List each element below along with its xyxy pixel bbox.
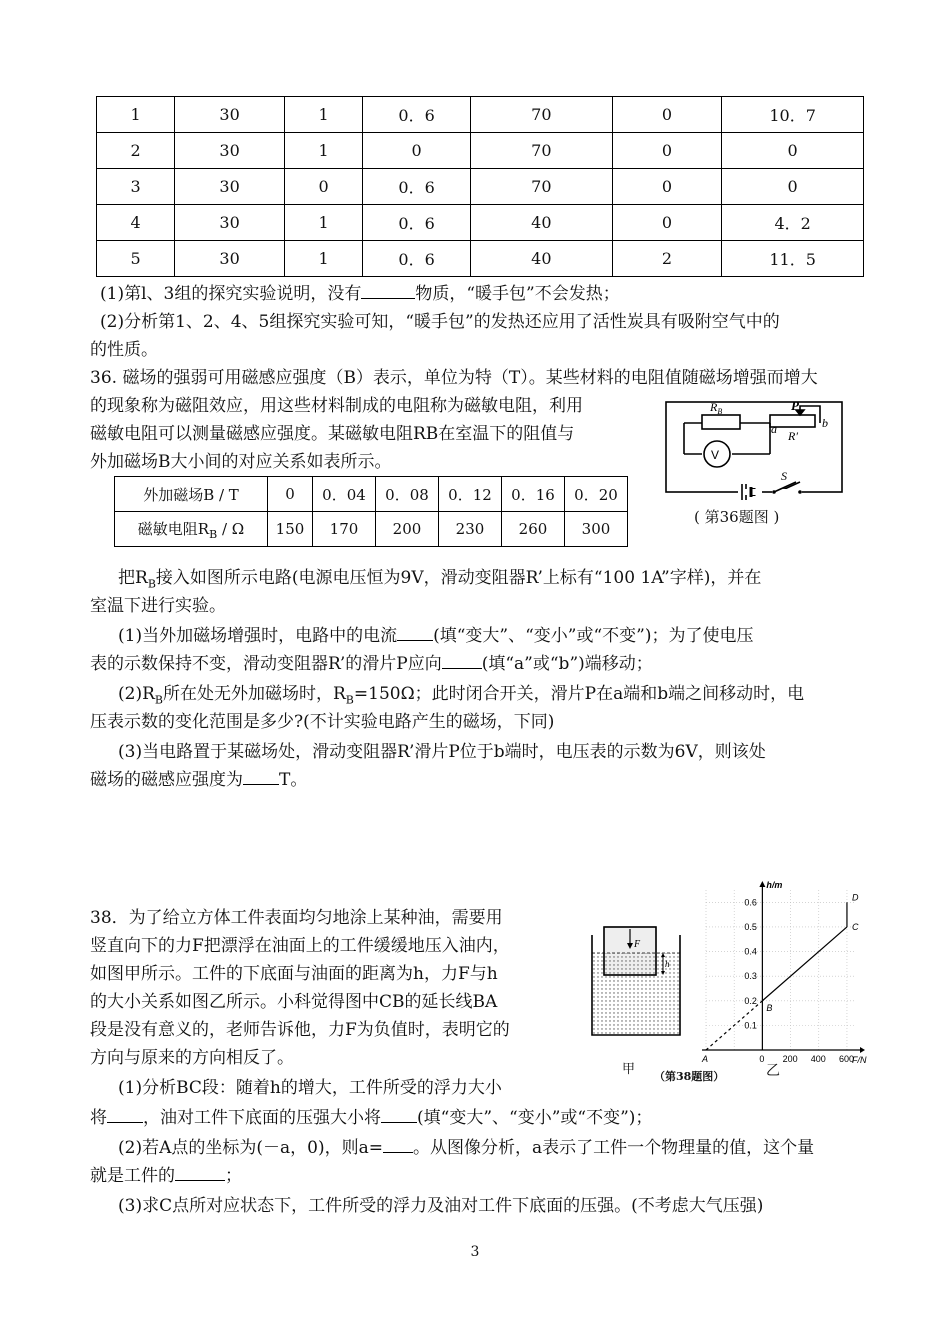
q35-part2-line2: 的性质。 (90, 340, 158, 360)
q36-intro-line2: 室温下进行实验。 (90, 596, 226, 616)
q36-line1: 36. 磁场的强弱可用磁感应强度（B）表示，单位为特（T）。某些材料的电阻值随磁场增强而增大 (90, 368, 818, 388)
table-cell: 1 (285, 241, 363, 277)
y-tick-label: 0.2 (744, 995, 757, 1006)
q36-intro-line1: 把$R_B$接入如图所示电路(电源电压恒为9V，滑动变阻器R’上标有“100 1A”字样)，并在 (118, 568, 762, 591)
q38-part2-line2: 就是工件的 ； (90, 1166, 242, 1186)
table-row (97, 169, 864, 205)
y-tick-label: 0.6 (744, 897, 757, 908)
beaker-figure (584, 915, 694, 1045)
page-number: 3 (470, 1244, 480, 1260)
table-cell: 3 (97, 169, 175, 205)
svg-text:a: a (771, 422, 777, 436)
magnetoresistor-table (114, 476, 628, 547)
point-a-label: A (702, 1054, 709, 1064)
q36-part3-line2: 磁场的磁感应强度为 T。 (90, 770, 308, 790)
q36-part1-line2: 表的示数保持不变，滑动变阻器R’的滑片P应向 (填“a”或“b”)端移动； (90, 654, 653, 674)
table-cell: 2 (612, 241, 722, 277)
table-cell: 70 (471, 97, 612, 133)
x-axis-label: F/N (852, 1055, 867, 1065)
q35-part1: (1)第l、3组的探究实验说明，没有 物质，“暖手包”不会发热； (100, 284, 620, 304)
table-cell: 0 (363, 133, 471, 169)
table-cell: 30 (175, 97, 285, 133)
y-axis-label: h/m (766, 880, 783, 890)
x-axis-arrow (860, 1047, 865, 1053)
force-label: F (634, 939, 641, 950)
table-cell: 4．2 (722, 205, 864, 241)
q38-part1-line2: 将 ，油对工件下底面的压强大小将 (填“变大”、“变小”或“不变”)； (90, 1108, 653, 1128)
table-cell: 70 (471, 133, 612, 169)
svg-text:P: P (791, 398, 799, 413)
q36-part3-line1: (3)当电路置于某磁场处，滑动变阻器R’滑片P位于b端时，电压表的示数为6V，则该处 (118, 742, 766, 762)
table-row (97, 205, 864, 241)
table-cell: 30 (175, 205, 285, 241)
table-cell: 150 (268, 512, 313, 547)
experiment-table (96, 96, 864, 277)
table-cell: 0 (612, 205, 722, 241)
point-c-label: C (851, 921, 859, 932)
point-d-label: D (851, 892, 859, 903)
table-header-b: 外加磁场B / T (115, 477, 268, 512)
q38-part1-line1: (1)分析BC段：随着h的增大，工件所受的浮力大小 (118, 1078, 502, 1098)
fig-yi-label: 乙 (766, 1063, 780, 1079)
table-cell: 70 (471, 169, 612, 205)
q36-line4: 外加磁场B大小间的对应关系如表所示。 (90, 452, 392, 472)
x-tick-label: 400 (810, 1054, 826, 1064)
table-cell: 5 (97, 241, 175, 277)
q38-part3: (3)求C点所对应状态下，工件所受的浮力及油对工件下底面的压强。(不考虑大气压强) (118, 1196, 764, 1216)
fig-jia-label: 甲 (622, 1062, 636, 1077)
table-cell: 1 (285, 97, 363, 133)
table-cell: 0．16 (502, 477, 565, 512)
y-tick-label: 0.3 (744, 971, 757, 982)
table-row (97, 133, 864, 169)
q38-line2: 竖直向下的力F把漂浮在油面上的工件缓缓地压入油内， (90, 936, 510, 956)
table-cell: 0．6 (363, 241, 471, 277)
table-cell: 30 (175, 241, 285, 277)
x-tick-label: 600 (838, 1054, 854, 1064)
table-cell: 0 (722, 133, 864, 169)
svg-text:V: V (711, 448, 720, 462)
q38-line3: 如图甲所示。工件的下底面与油面的距离为h，力F与h (90, 964, 498, 984)
table-row (97, 241, 864, 277)
table-cell: 2 (97, 133, 175, 169)
svg-text:RB: $R_B$ (710, 400, 723, 416)
q38-figure-caption: （第38题图） (654, 1070, 725, 1083)
q36-part1-line1: (1)当外加磁场增强时，电路中的电流 (填“变大”、“变小”或“不变”)；为了使电压 (118, 626, 754, 646)
table-cell: 10．7 (722, 97, 864, 133)
table-row (97, 97, 864, 133)
x-tick-label: 0 (759, 1054, 765, 1064)
table-cell: 0 (722, 169, 864, 205)
table-cell: 300 (565, 512, 628, 547)
q38-line1: 38．为了给立方体工件表面均匀地涂上某种油，需要用 (90, 908, 503, 928)
table-cell: 1 (285, 133, 363, 169)
y-axis-arrow (759, 881, 765, 887)
table-cell: 1 (285, 205, 363, 241)
table-cell: 4 (97, 205, 175, 241)
point-b-label: B (766, 1002, 773, 1013)
table-cell: 0．6 (363, 97, 471, 133)
q36-line3: 磁敏电阻可以测量磁感应强度。某磁敏电阻RB在室温下的阻值与 (90, 424, 575, 444)
table-cell: 0 (612, 133, 722, 169)
table-cell: 260 (502, 512, 565, 547)
svg-text:b: b (822, 416, 828, 430)
table-cell: 0 (285, 169, 363, 205)
table-cell: 30 (175, 169, 285, 205)
table-cell: 0．6 (363, 205, 471, 241)
table-cell: 230 (439, 512, 502, 547)
q38-line5: 段是没有意义的，老师告诉他，力F为负值时，表明它的 (90, 1020, 510, 1040)
q36-part2-line1: $(2)R_B$所在处无外加磁场时，$R_B=150\Omega$；此时闭合开关，滑片P在a端和b端之间移动时，电 (118, 684, 805, 707)
table-cell: 200 (376, 512, 439, 547)
q38-line4: 的大小关系如图乙所示。小科觉得图中CB的延长线BA (90, 992, 498, 1012)
table-cell: 40 (471, 241, 612, 277)
table-cell: 30 (175, 133, 285, 169)
y-tick-label: 0.1 (744, 1020, 757, 1031)
table-cell: 0．6 (363, 169, 471, 205)
table-cell: 11．5 (722, 241, 864, 277)
q36-figure-caption: ( 第36题图 ) (694, 508, 780, 526)
table-cell: 170 (313, 512, 376, 547)
table-cell: 1 (97, 97, 175, 133)
table-cell: 0．12 (439, 477, 502, 512)
table-cell: 0．08 (376, 477, 439, 512)
table-cell: 0．04 (313, 477, 376, 512)
table-header-r: 磁敏电阻$R_B$ / Ω (115, 512, 268, 547)
svg-text:S: S (781, 469, 787, 483)
q36-part2-line2: 压表示数的变化范围是多少?(不计实验电路产生的磁场，下同) (90, 712, 555, 732)
table-cell: 0 (268, 477, 313, 512)
q38-part2-line1: (2)若A点的坐标为(－a，0)，则a= 。从图像分析，a表示了工件一个物理量的值，这个量 (118, 1138, 815, 1158)
table-cell: 0 (612, 169, 722, 205)
table-cell: 0 (612, 97, 722, 133)
svg-text:R′: R′ (788, 429, 798, 443)
table-cell: 40 (471, 205, 612, 241)
q38-line6: 方向与原来的方向相反了。 (90, 1048, 294, 1068)
q35-part2-line1: (2)分析第1、2、4、5组探究实验可知，“暖手包”的发热还应用了活性炭具有吸附空气中的 (100, 312, 780, 332)
x-tick-label: 200 (782, 1054, 798, 1064)
table-cell: 0．20 (565, 477, 628, 512)
q36-line2: 的现象称为磁阻效应，用这些材料制成的电阻称为磁敏电阻，利用 (90, 396, 583, 416)
y-tick-label: 0.5 (744, 921, 757, 932)
h-f-chart (684, 878, 867, 1078)
h-label: h (665, 959, 670, 969)
y-tick-label: 0.4 (744, 946, 757, 957)
series-line (762, 927, 847, 1001)
